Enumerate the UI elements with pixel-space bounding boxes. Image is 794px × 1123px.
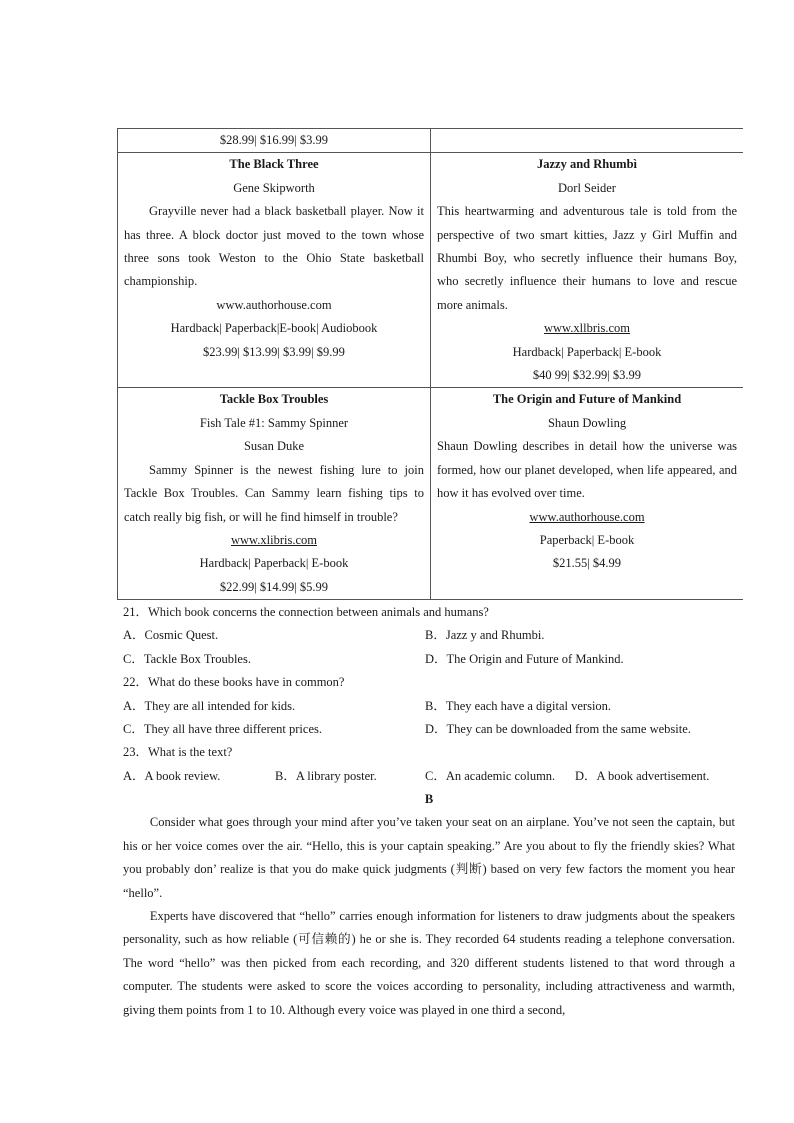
- prices-top-left: $28.99| $16.99| $3.99: [118, 129, 431, 153]
- book-subtitle: Fish Tale #1: Sammy Spinner: [199, 415, 349, 430]
- q22-option-c[interactable]: C．They all have three different prices.: [123, 721, 322, 736]
- question-23-stem: 23．What is the text?: [123, 745, 233, 760]
- book-description: Sammy Spinner is the newest fishing lure to join Tackle Box Troubles. Can Sammy learn fishing tips to catch really big fish, or will he find himself in trouble?: [124, 462, 424, 524]
- q23-option-c[interactable]: C．An academic column.: [425, 768, 556, 783]
- q21-option-b[interactable]: B．Jazz y and Rhumbi.: [425, 628, 545, 643]
- question-21-stem: 21．Which book concerns the connection between animals and humans?: [123, 605, 489, 619]
- book-author: Dorl Seider: [558, 180, 616, 195]
- book-formats: Hardback| Paperback|E-book| Audiobook: [170, 321, 378, 336]
- q21-option-a[interactable]: A．Cosmic Quest.: [123, 628, 219, 643]
- q23-option-d[interactable]: D．A book advertisement.: [575, 768, 710, 783]
- q22-option-a[interactable]: A．They are all intended for kids.: [123, 698, 296, 713]
- table-row: [118, 153, 744, 388]
- book-author: Shaun Dowling: [547, 415, 627, 430]
- book-description: This heartwarming and adventurous tale is told from the perspective of two smart kitties, Jazz y Girl Muffin and Rhumbi Boy, who secretly influence their humans Boy, who secretly influence their humans to love and rescue more animals.: [437, 204, 737, 312]
- empty-top-right: [431, 129, 744, 153]
- book-card-jazzy: [431, 153, 744, 388]
- question-22-stem: 22．What do these books have in common?: [123, 675, 345, 690]
- book-website: www.authorhouse.com: [216, 297, 332, 312]
- book-title: The Origin and Future of Mankind: [492, 392, 682, 407]
- table-row: [118, 129, 744, 153]
- passage-b: [123, 788, 735, 1022]
- book-title: The Black Three: [229, 157, 319, 172]
- book-website-link[interactable]: www.authorhouse.com: [529, 509, 645, 524]
- table-row: [118, 388, 744, 600]
- book-website-link[interactable]: www.xlibris.com: [231, 532, 317, 547]
- q23-option-b[interactable]: B．A library poster.: [275, 768, 377, 783]
- book-prices: $21.55| $4.99: [552, 556, 622, 571]
- book-formats: Hardback| Paperback| E-book: [512, 344, 662, 359]
- book-prices: $22.99| $14.99| $5.99: [219, 579, 329, 594]
- book-description: Shaun Dowling describes in detail how the universe was formed, how our planet developed, when life appeared, and how it has evolved over time.: [437, 439, 737, 501]
- book-prices: $40 99| $32.99| $3.99: [532, 368, 642, 383]
- book-title: Jazzy and Rhumbì: [536, 157, 638, 172]
- book-prices: $23.99| $13.99| $3.99| $9.99: [203, 344, 345, 359]
- book-card-tackle-box: [118, 388, 431, 600]
- passage-paragraph: Consider what goes through your mind after you’ve taken your seat on an airplane. You’ve not seen the captain, but his or her voice comes over the air. “Hello, this is your captain speaking.” Are you about to fly the friendly skies? What you probably don’ realize is that you do make quick judgments (判断) based on very few factors the moment you hear “hello”.: [123, 815, 735, 900]
- book-description: Grayville never had a black basketball player. Now it has three. A block doctor just moved to the town whose three sons took Weston to the Ohio State basketball championship.: [124, 204, 424, 289]
- passage-title: B: [424, 792, 434, 806]
- book-author: Susan Duke: [243, 439, 305, 454]
- q21-option-c[interactable]: C．Tackle Box Troubles.: [123, 651, 251, 666]
- questions-section: [123, 601, 743, 788]
- book-card-origin: [431, 388, 744, 600]
- book-formats: Hardback| Paperback| E-book: [199, 556, 349, 571]
- book-website-link[interactable]: www.xllbris.com: [544, 321, 630, 336]
- q22-option-d[interactable]: D．They can be downloaded from the same website.: [425, 721, 691, 736]
- book-card-black-three: [118, 153, 431, 388]
- q23-option-a[interactable]: A．A book review.: [123, 768, 221, 783]
- q21-option-d[interactable]: D．The Origin and Future of Mankind.: [425, 651, 624, 666]
- book-table: [117, 128, 743, 600]
- q22-option-b[interactable]: B．They each have a digital version.: [425, 698, 612, 713]
- book-author: Gene Skipworth: [233, 180, 315, 195]
- book-formats: Paperback| E-book: [539, 532, 635, 547]
- passage-paragraph: Experts have discovered that “hello” carries enough information for listeners to draw judgments about the speakers personality, such as how reliable (可信赖的) he or she is. They recorded 64 students reading a telephone conversation. The word “hello” was then picked from each recording, and 320 different students listened to that word through a computer. The students were asked to score the voices according to personality, including attractiveness and warmth, giving them points from 1 to 10. Although every voice was played in one third a second,: [123, 909, 735, 1017]
- book-title: Tackle Box Troubles: [219, 392, 329, 407]
